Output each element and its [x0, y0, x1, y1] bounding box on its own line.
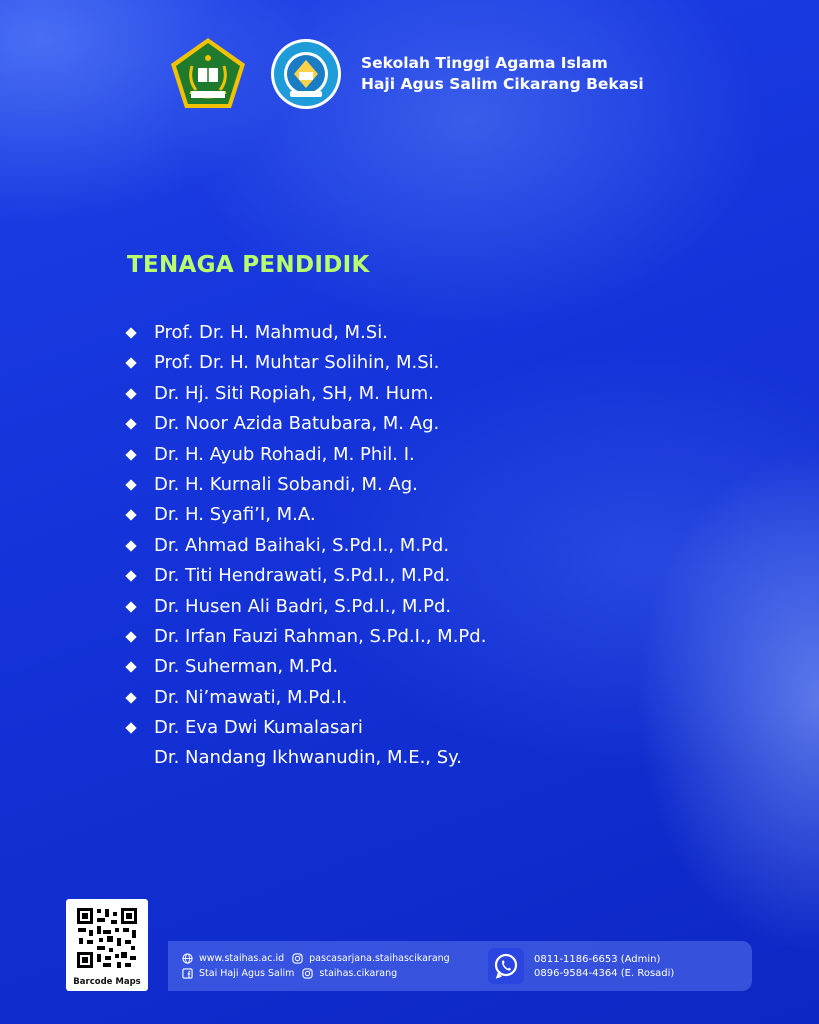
diamond-bullet-icon — [125, 662, 136, 673]
globe-icon — [182, 953, 193, 964]
staff-list-item — [127, 531, 486, 561]
staff-list-item — [127, 561, 486, 591]
facebook-link[interactable]: Stai Haji Agus Salim — [199, 968, 295, 979]
staff-list-item — [127, 348, 486, 378]
diamond-bullet-icon — [125, 722, 136, 733]
website-link[interactable]: www.staihas.ac.id — [199, 953, 285, 964]
kemenag-logo — [168, 36, 248, 112]
staff-name: Dr. H. Kurnali Sobandi, M. Ag. — [154, 473, 418, 495]
staff-name: Prof. Dr. H. Mahmud, M.Si. — [154, 322, 388, 343]
staff-name: Prof. Dr. H. Muhtar Solihin, M.Si. — [154, 352, 440, 374]
staff-list — [127, 318, 486, 774]
staff-name: Dr. Irfan Fauzi Rahman, S.Pd.I., M.Pd. — [154, 625, 487, 647]
staff-name: Dr. H. Syafi’I, M.A. — [154, 504, 316, 526]
staff-list-item — [127, 592, 486, 622]
staff-name: Dr. Nandang Ikhwanudin, M.E., Sy. — [154, 747, 462, 769]
staff-list-item — [127, 440, 486, 470]
phone-rosadi[interactable]: 0896-9584-4364 (E. Rosadi) — [534, 968, 675, 979]
diamond-bullet-icon — [125, 327, 136, 338]
contact-row-2 — [182, 968, 397, 979]
staff-name: Dr. Titi Hendrawati, S.Pd.I., M.Pd. — [154, 565, 451, 587]
diamond-bullet-icon — [125, 631, 136, 642]
staff-list-item — [127, 743, 486, 773]
staff-list-item — [127, 470, 486, 500]
institution-name-line1: Sekolah Tinggi Agama Islam — [361, 54, 608, 72]
staff-name: Dr. Eva Dwi Kumalasari — [154, 717, 363, 739]
staff-list-item — [127, 409, 486, 439]
diamond-bullet-icon — [125, 479, 136, 490]
staff-list-item — [127, 500, 486, 530]
phone-admin[interactable]: 0811-1186-6653 (Admin) — [534, 954, 661, 965]
institution-name-line2: Haji Agus Salim Cikarang Bekasi — [361, 75, 644, 93]
section-title: TENAGA PENDIDIK — [127, 252, 370, 278]
staff-name: Dr. Ahmad Baihaki, S.Pd.I., M.Pd. — [154, 534, 450, 556]
contact-row-1 — [182, 953, 450, 964]
diamond-bullet-icon — [125, 692, 136, 703]
diamond-bullet-icon — [125, 358, 136, 369]
staff-list-item — [127, 713, 486, 743]
qr-code-card[interactable] — [66, 899, 148, 991]
diamond-bullet-icon — [125, 601, 136, 612]
instagram-icon — [302, 968, 313, 979]
diamond-bullet-icon — [125, 570, 136, 581]
facebook-icon — [182, 968, 193, 979]
diamond-bullet-icon — [125, 510, 136, 521]
stai-logo — [268, 36, 348, 112]
staff-name: Dr. H. Ayub Rohadi, M. Phil. I. — [154, 443, 415, 465]
staff-name: Dr. Husen Ali Badri, S.Pd.I., M.Pd. — [154, 595, 452, 617]
diamond-bullet-icon — [125, 540, 136, 551]
diamond-bullet-icon — [125, 419, 136, 430]
qr-code-label: Barcode Maps — [73, 977, 141, 987]
instagram-pasca-link[interactable]: pascasarjana.staihascikarang — [309, 953, 450, 964]
instagram-main-link[interactable]: staihas.cikarang — [319, 968, 398, 979]
qr-code-icon — [75, 906, 139, 970]
staff-name: Dr. Noor Azida Batubara, M. Ag. — [154, 413, 440, 435]
staff-name: Dr. Hj. Siti Ropiah, SH, M. Hum. — [154, 382, 434, 404]
staff-list-item — [127, 622, 486, 652]
diamond-bullet-icon — [125, 449, 136, 460]
staff-name: Dr. Suherman, M.Pd. — [154, 656, 339, 678]
footer-contact-bar — [168, 941, 752, 991]
staff-name: Dr. Ni’mawati, M.Pd.I. — [154, 686, 348, 708]
whatsapp-icon[interactable] — [488, 948, 524, 984]
staff-list-item — [127, 652, 486, 682]
diamond-bullet-icon — [125, 388, 136, 399]
staff-list-item — [127, 683, 486, 713]
phone-numbers — [534, 953, 674, 981]
staff-list-item — [127, 318, 486, 348]
staff-list-item — [127, 379, 486, 409]
instagram-icon — [292, 953, 303, 964]
institution-name — [361, 53, 644, 95]
